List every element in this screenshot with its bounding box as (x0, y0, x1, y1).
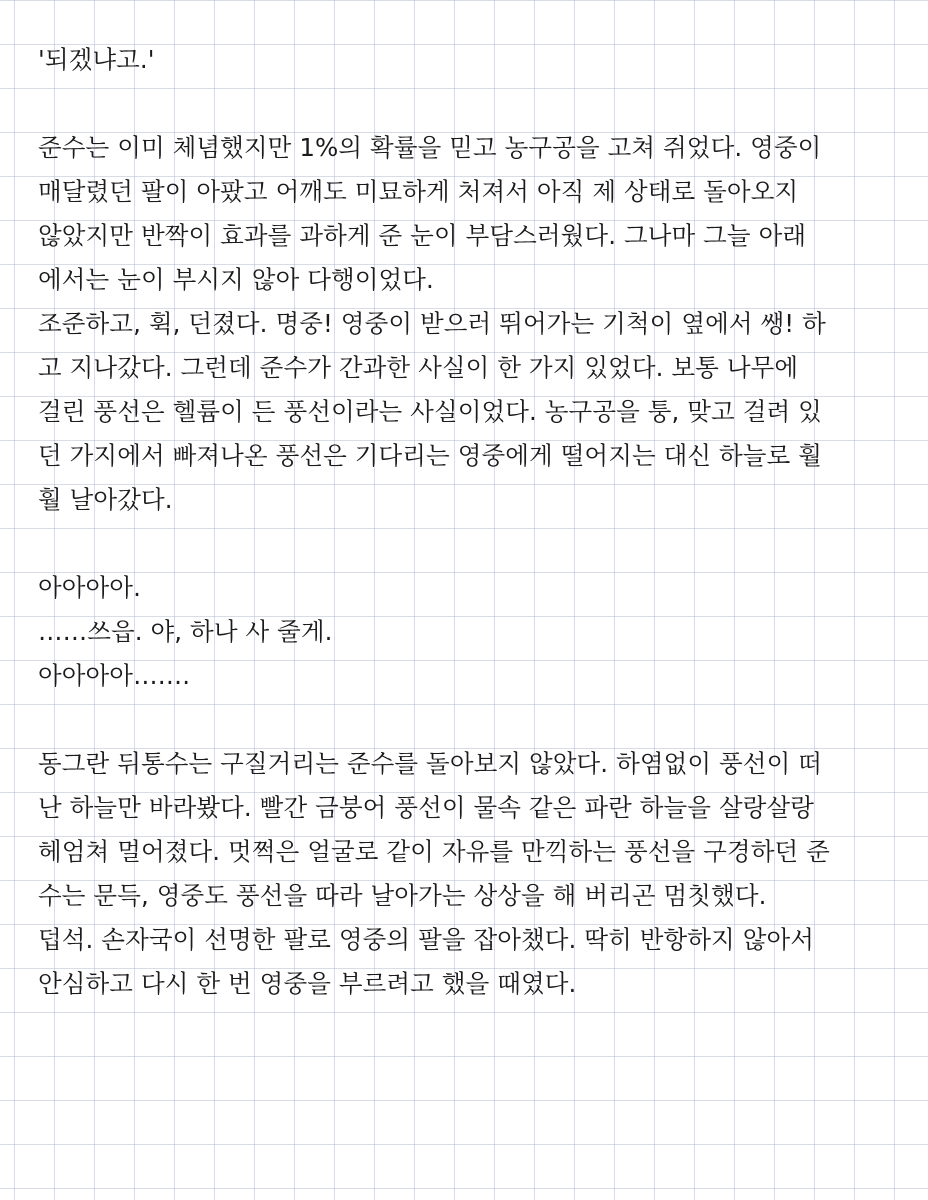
text-line: 동그란 뒤통수는 구질거리는 준수를 돌아보지 않았다. 하염없이 풍선이 떠 (38, 749, 822, 778)
text-line: 준수는 이미 체념했지만 1%의 확률을 믿고 농구공을 고쳐 쥐었다. 영중이 (38, 133, 822, 162)
text-line: 난 하늘만 바라봤다. 빨간 금붕어 풍선이 물속 같은 파란 하늘을 살랑살랑 (38, 793, 815, 822)
text-line: 에서는 눈이 부시지 않아 다행이었다. (38, 265, 434, 294)
blank-line (38, 82, 908, 126)
manuscript-text (38, 38, 908, 1006)
text-line: '되겠냐고.' (38, 45, 155, 74)
blank-line (38, 522, 908, 566)
text-line: 걸린 풍선은 헬륨이 든 풍선이라는 사실이었다. 농구공을 퉁, 맞고 걸려 있 (38, 397, 822, 426)
text-line: 헤엄쳐 멀어졌다. 멋쩍은 얼굴로 같이 자유를 만끽하는 풍선을 구경하던 준 (38, 837, 830, 866)
text-line: 아아아아……. (38, 661, 191, 690)
text-line: 고 지나갔다. 그런데 준수가 간과한 사실이 한 가지 있었다. 보통 나무에 (38, 353, 799, 382)
text-line: 아아아아. (38, 573, 141, 602)
text-line: 던 가지에서 빠져나온 풍선은 기다리는 영중에게 떨어지는 대신 하늘로 훨 (38, 441, 822, 470)
blank-line (38, 698, 908, 742)
text-line: 안심하고 다시 한 번 영중을 부르려고 했을 때였다. (38, 969, 577, 998)
text-line: ……쓰읍. 야, 하나 사 줄게. (38, 617, 333, 646)
text-line: 않았지만 반짝이 효과를 과하게 준 눈이 부담스러웠다. 그나마 그늘 아래 (38, 221, 807, 250)
text-line: 훨 날아갔다. (38, 485, 173, 514)
text-line: 덥석. 손자국이 선명한 팔로 영중의 팔을 잡아챘다. 딱히 반항하지 않아서 (38, 925, 815, 954)
text-line: 매달렸던 팔이 아팠고 어깨도 미묘하게 처져서 아직 제 상태로 돌아오지 (38, 177, 799, 206)
text-line: 조준하고, 휙, 던졌다. 명중! 영중이 받으러 뛰어가는 기척이 옆에서 쌩! 하 (38, 309, 826, 338)
text-line: 수는 문득, 영중도 풍선을 따라 날아가는 상상을 해 버리곤 멈칫했다. (38, 881, 767, 910)
